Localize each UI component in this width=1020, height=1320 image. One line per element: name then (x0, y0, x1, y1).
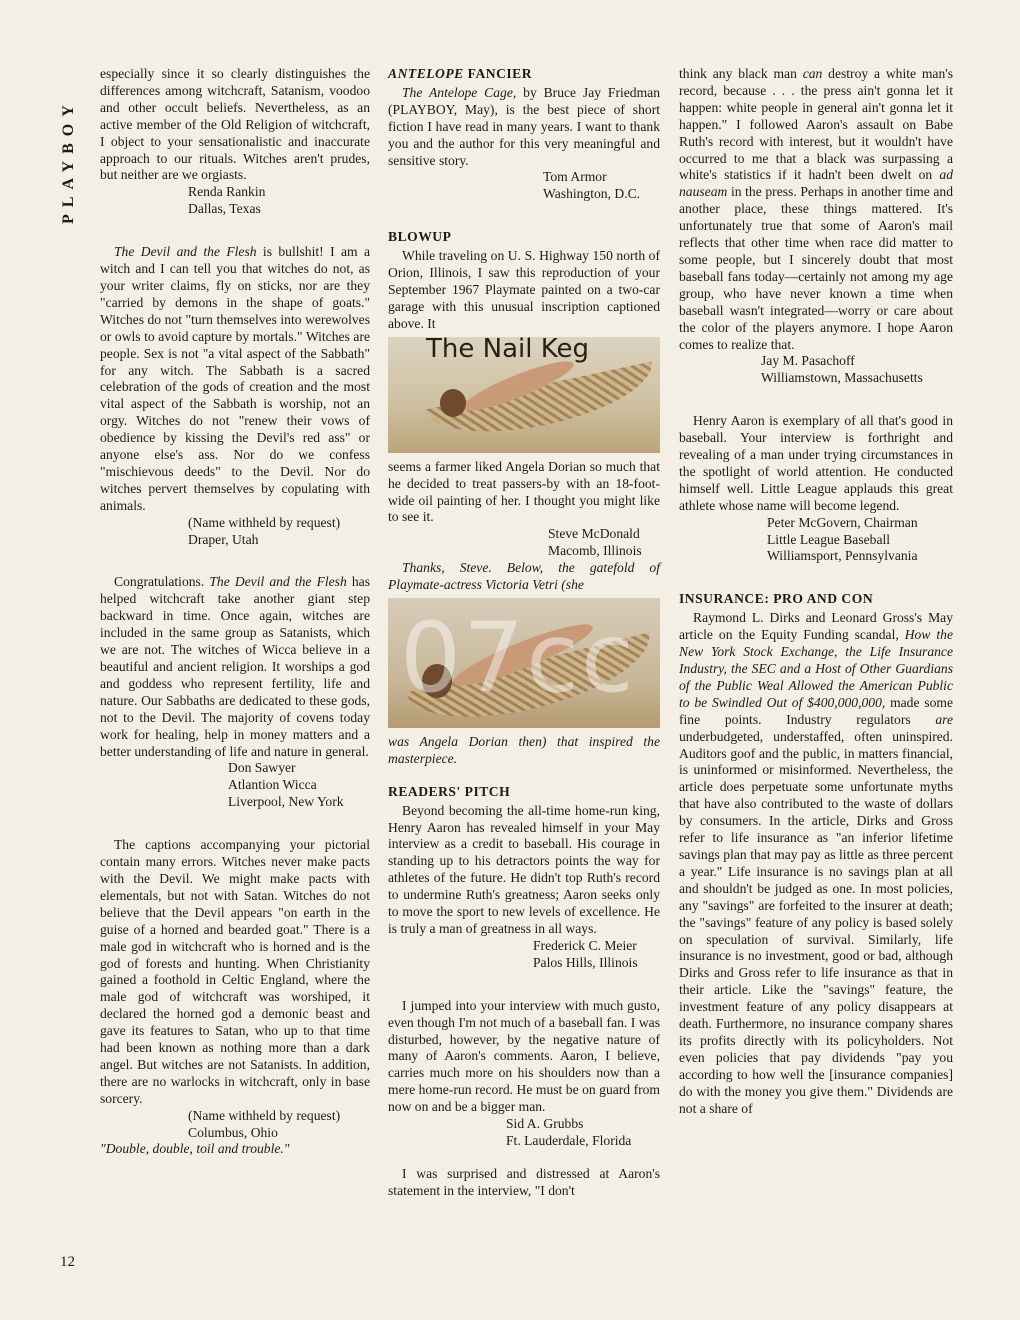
insurance-letter-text: Raymond L. Dirks and Leonard Gross's May article on the Equity Funding scandal, How the New York Stock Exchange, the Life Insurance Industry, the SEC and a Host of Other Guardians of the Public Weal Allowed the American Public to be Swindled Out of $400,000,000, made some fine points. Industry regulators are underbudgeted, understaffed, often uninspired. Auditors goof and the public, in matters financial, is uninformed or misinformed. Nevertheless, the article does perpetuate some unfortunate myths that have also contributed to the waste of dollars by consumers. In the article, Dirks and Gross refer to life insurance as "an inferior lifetime savings plan that may pay as little as three percent a year." Life insurance is no savings plan at all and shouldn't be judged as one. In most policies, any "savings" are forfeited to the insurer at death; the "savings" feature of any policy is based solely on speculation of survival. Similarly, life insurance is no investment, good or bad, although Dirks and Gross refer to life insurance as that in their article. Like the "savings" feature, the investment feature of any policy disappears at death. Furthermore, no insurance company shares its profits directly with its policyholders. Not even policies that pay dividends "pay you according to how well the [insurance companies] do with the money you give them." Dividends are not a share of (679, 610, 953, 1116)
letter-1-signature: Renda Rankin Dallas, Texas (188, 184, 266, 217)
pitch-letter-4-signature: Peter McGovern, Chairman Little League Baseball Williamsport, Pennsylvania (767, 514, 918, 564)
garage-painting-photo (388, 337, 660, 453)
blowup-letter-text-1: While traveling on U. S. Highway 150 north of Orion, Illinois, I saw this reproduction of your September 1967 Playmate painted on a two-car garage with this unusual inscription captioned above. It (388, 248, 660, 331)
letter-3-signature: Don Sawyer Atlantion Wicca Liverpool, New York (228, 760, 344, 810)
magazine-side-label: PLAYBOY (60, 98, 77, 224)
editor-note-2: was Angela Dorian then) that inspired the masterpiece. (388, 733, 660, 766)
pitch-letter-3-text: I was surprised and distressed at Aaron's statement in the interview, "I don't (388, 1165, 660, 1198)
antelope-letter-text: The Antelope Cage, by Bruce Jay Friedman (PLAYBOY, May), is the best piece of short fiction I have read in many years. I want to thank you and the author for this very meaningful and sensitive story. (388, 84, 660, 168)
pitch-letter-1-text: Beyond becoming the all-time home-run king, Henry Aaron has revealed himself in your May interview as a credit to baseball. His courage in standing up to his detractors points the way for athletes of the future. He didn't top Ruth's record to undermine Ruth's greatness; Aaron seeks only to move the sport to new levels of excellence. He is truly a man of greatness in all ways. (388, 802, 660, 936)
column-2 (388, 66, 660, 1200)
watermark: 07cc (400, 602, 636, 714)
column-3 (679, 66, 953, 1117)
pitch-letter-1-signature: Frederick C. Meier Palos Hills, Illinois (533, 937, 638, 970)
letter-2-signature: (Name withheld by request) Draper, Utah (188, 514, 341, 547)
antelope-signature: Tom Armor Washington, D.C. (543, 169, 641, 202)
gatefold-photo (388, 598, 660, 728)
letter-4-text: The captions accompanying your pictorial contain many errors. Witches never make pacts with the Devil. We might make pacts with elementals, but not with Satan. Witches do not believe that the Devil appears "on earth in the guise of a horned and bearded goat." There is a male god in witchcraft who is horned and is the god of forests and hunting. When Christianity gained a foothold in Celtic England, where the male god of witchcraft was worshiped, it declared the horned god a demonic beast and gave its features to Satan, who up to that time had been known as nothing more than a dark angel. But witches are not Satanists. In addition, there are no warlocks in witchcraft, only in base sorcery. (100, 837, 370, 1106)
nail-keg-sign: The Nail Keg (426, 336, 589, 364)
blowup-signature: Steve McDonald Macomb, Illinois (548, 526, 642, 559)
section-heading-readers-pitch: READERS' PITCH (388, 783, 511, 799)
pitch-letter-4-text: Henry Aaron is exemplary of all that's good in baseball. Your interview is forthright and revealing of a man under trying circumstances in the spotlight of world attention. He conducted himself well. Little League applauds this great athlete whose name will become legend. (679, 413, 953, 513)
section-heading-blowup: BLOWUP (388, 229, 452, 245)
pitch-letter-3-signature: Jay M. Pasachoff Williamstown, Massachusetts (761, 353, 923, 386)
letter-2-text: The Devil and the Flesh is bullshit! I am a witch and I can tell you that witches do not, as your writer claims, fly on sticks, nor are they "carried by demons in the shape of goats." Witches do not "turn themselves into werewolves or owls to avoid capture by mortals." Witches are people. Sex is not "a vital aspect of the Sabbath" for any witch. The Sabbath is a sacred celebration of the gods of creation and the most vital aspect of the Sabbath is worship, not an orgy. Witches do not "renew their vows of obedience by kissing the Devil's red ass" or anyone else's ass. Nor do we confess "mischievous deeds" to the Devil. Nor do witches pervert themselves by copulating with animals. (100, 244, 370, 513)
editor-note-1: Thanks, Steve. Below, the gatefold of Playmate-actress Victoria Vetri (she (388, 560, 660, 593)
section-heading-insurance: INSURANCE: PRO AND CON (679, 591, 874, 607)
letter-4-signature: (Name withheld by request) Columbus, Ohio (188, 1107, 341, 1140)
blowup-letter-text-2: seems a farmer liked Angela Dorian so much that he decided to treat passers-by with an 18-foot-wide oil painting of her. I thought you might like to see it. (388, 458, 660, 525)
letter-1-text: especially since it so clearly distinguishes the differences among witchcraft, Satanism, voodoo and other occult beliefs. Nevertheless, as an active member of the Old Religion of witchcraft, I object to your sensationalistic and inaccurate approach to our rituals. Witches aren't prudes, but neither are we orgiasts. (100, 66, 370, 183)
pitch-letter-2-text: I jumped into your interview with much gusto, even though I'm not much of a baseball fan. I was disturbed, however, by the negative nature of many of Aaron's comments. Aaron, I believe, carries much more on his shoulders now than a mere home-run record. He must be on guard from now on and be a bigger man. (388, 997, 660, 1115)
editor-reply: "Double, double, toil and trouble." (100, 1141, 290, 1157)
pitch-letter-2-signature: Sid A. Grubbs Ft. Lauderdale, Florida (506, 1116, 632, 1148)
section-heading-antelope: ANTELOPE FANCIER (388, 66, 533, 81)
pitch-letter-3-continued: think any black man can destroy a white man's record, because . . . the press ain't gonna let it happen: white people in general ain't gonna let it happen." I followed Aaron's assault on Babe Ruth's record with interest, but it wouldn't have occurred to me that a black was surpassing a white's statistics if it hadn't been dwelt on ad nauseam in the press. Perhaps in another time and another place, these things mattered. It's unfortunately true that some of Aaron's mail reflects that other time when race did matter to some people, but I sincerely doubt that most baseball fans today—certainly not among my age group, who have never known a time when baseball wasn't integrated—worry or care about the color of the players anymore. I hope Aaron comes to realize that. (679, 66, 953, 352)
page-number: 12 (60, 1254, 75, 1270)
column-1 (100, 66, 370, 1158)
letter-3-text: Congratulations. The Devil and the Flesh has helped witchcraft take another giant step backward in time. Once again, witches are included in the same group as Satanists, which we are not. The witches of Wicca believe in a beautiful and ancient religion. It worships a god and goddess who represent fertility, life and nature. Our Sabbaths are dedicated to these gods, not to the Devil. The majority of covens today work for healing, help in money matters and a better understanding of life and nature in general. (100, 574, 371, 759)
